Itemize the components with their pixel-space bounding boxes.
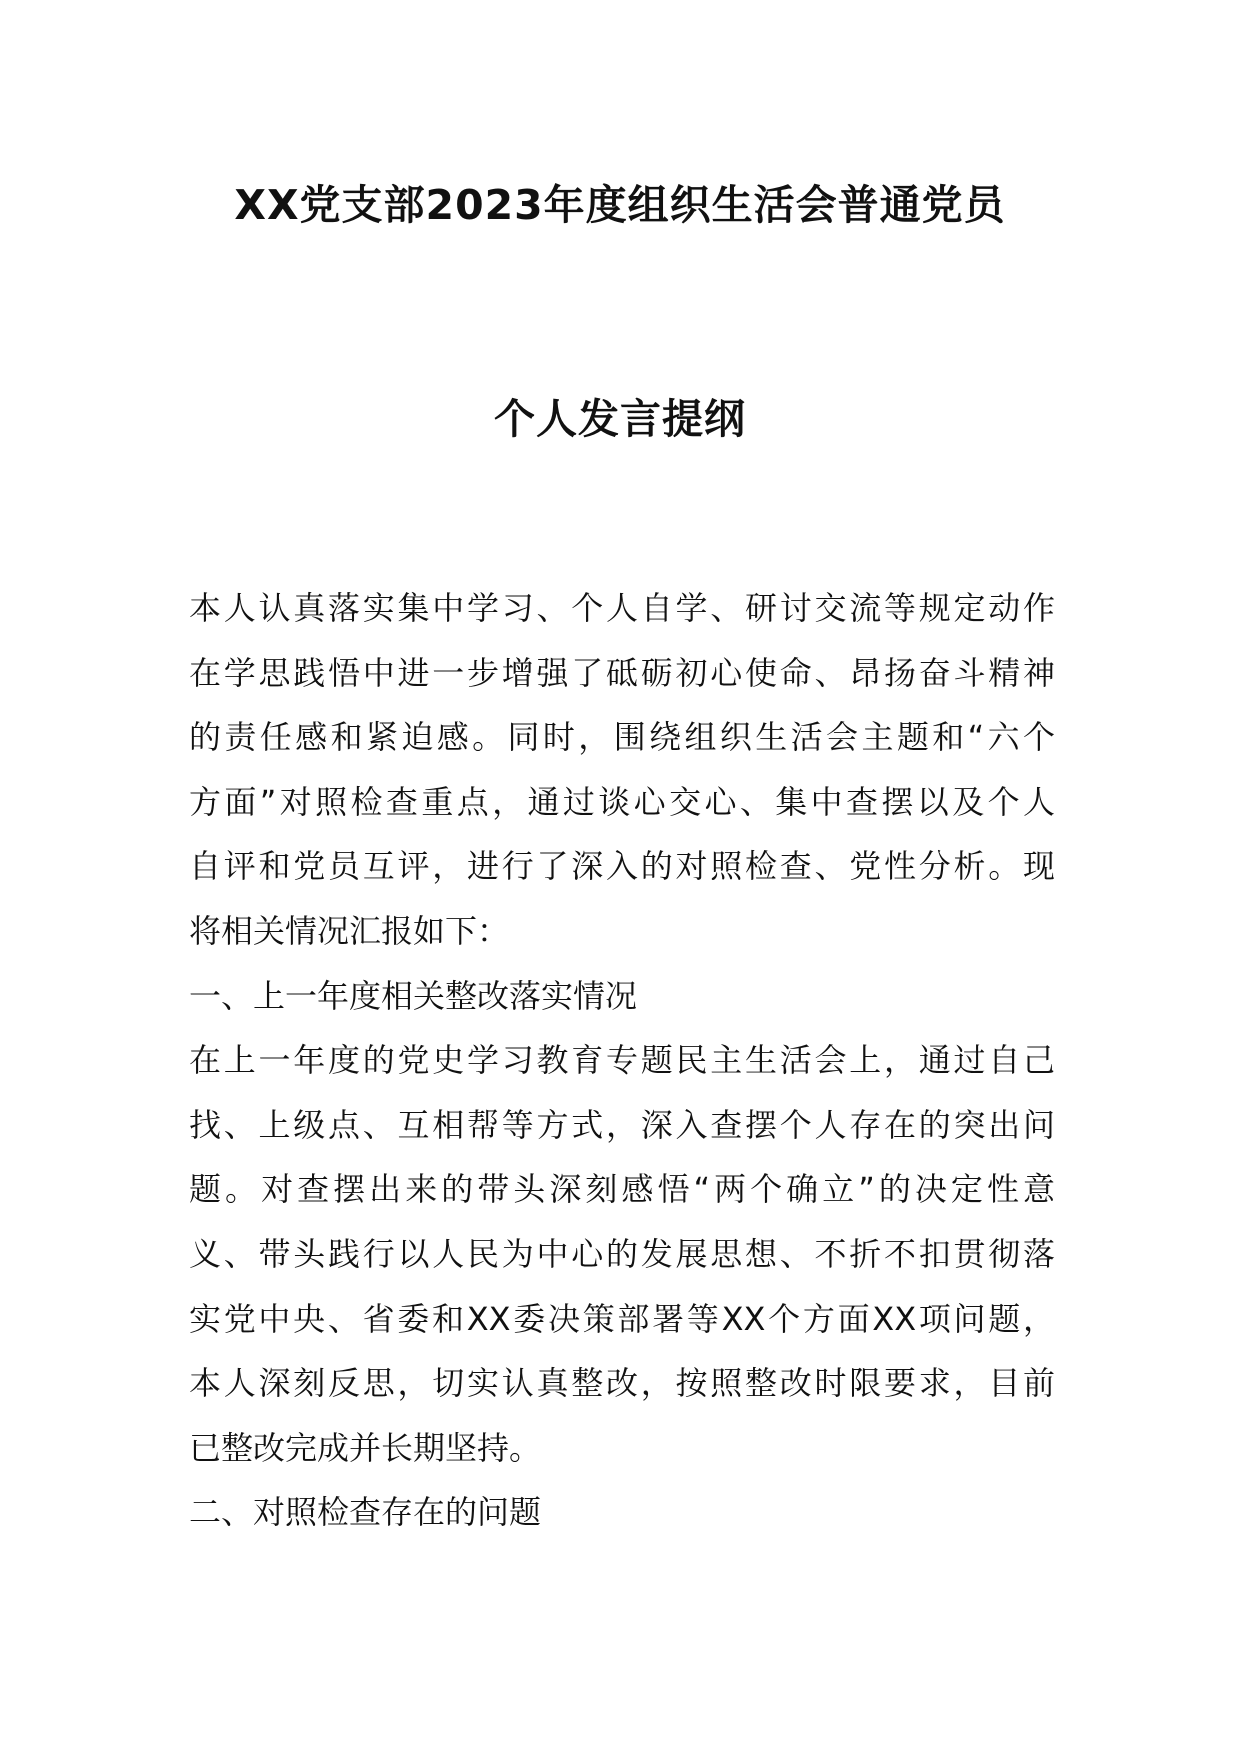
paragraph-line: 本人深刻反思，切实认真整改，按照整改时限要求，目前: [189, 1364, 1055, 1403]
paragraph-line: 题。对查摆出来的带头深刻感悟“两个确立”的决定性意: [189, 1170, 1055, 1209]
paragraph-line: 自评和党员互评，进行了深入的对照检查、党性分析。现: [189, 847, 1055, 886]
paragraph-line: 义、带头践行以人民为中心的发展思想、不折不扣贯彻落: [189, 1234, 1055, 1273]
paragraph-rectification: [189, 1028, 1055, 1480]
paragraph-line: 已整改完成并长期坚持。: [189, 1428, 542, 1467]
section-heading-1: 一、上一年度相关整改落实情况: [189, 976, 638, 1015]
paragraph-intro: [189, 576, 1055, 964]
section-heading-2: 二、对照检查存在的问题: [189, 1493, 542, 1532]
document-title-line-1: XX党支部2023年度组织生活会普通党员: [234, 181, 1006, 229]
paragraph-line: 找、上级点、互相帮等方式，深入查摆个人存在的突出问: [189, 1105, 1055, 1144]
paragraph-line: 实党中央、省委和XX委决策部署等XX个方面XX项问题，: [189, 1299, 1055, 1338]
paragraph-line: 在学思践悟中进一步增强了砥砺初心使命、昂扬奋斗精神: [189, 653, 1055, 692]
paragraph-line: 本人认真落实集中学习、个人自学、研讨交流等规定动作: [189, 589, 1055, 627]
paragraph-line: 在上一年度的党史学习教育专题民主生活会上，通过自己: [189, 1041, 1055, 1080]
paragraph-line: 将相关情况汇报如下：: [189, 911, 510, 950]
paragraph-line: 的责任感和紧迫感。同时，围绕组织生活会主题和“六个: [189, 718, 1055, 757]
document-body: [189, 576, 1055, 1545]
paragraph-line: 方面”对照检查重点，通过谈心交心、集中查摆以及个人: [189, 782, 1055, 821]
document-title-line-2: 个人发言提纲: [494, 395, 746, 443]
